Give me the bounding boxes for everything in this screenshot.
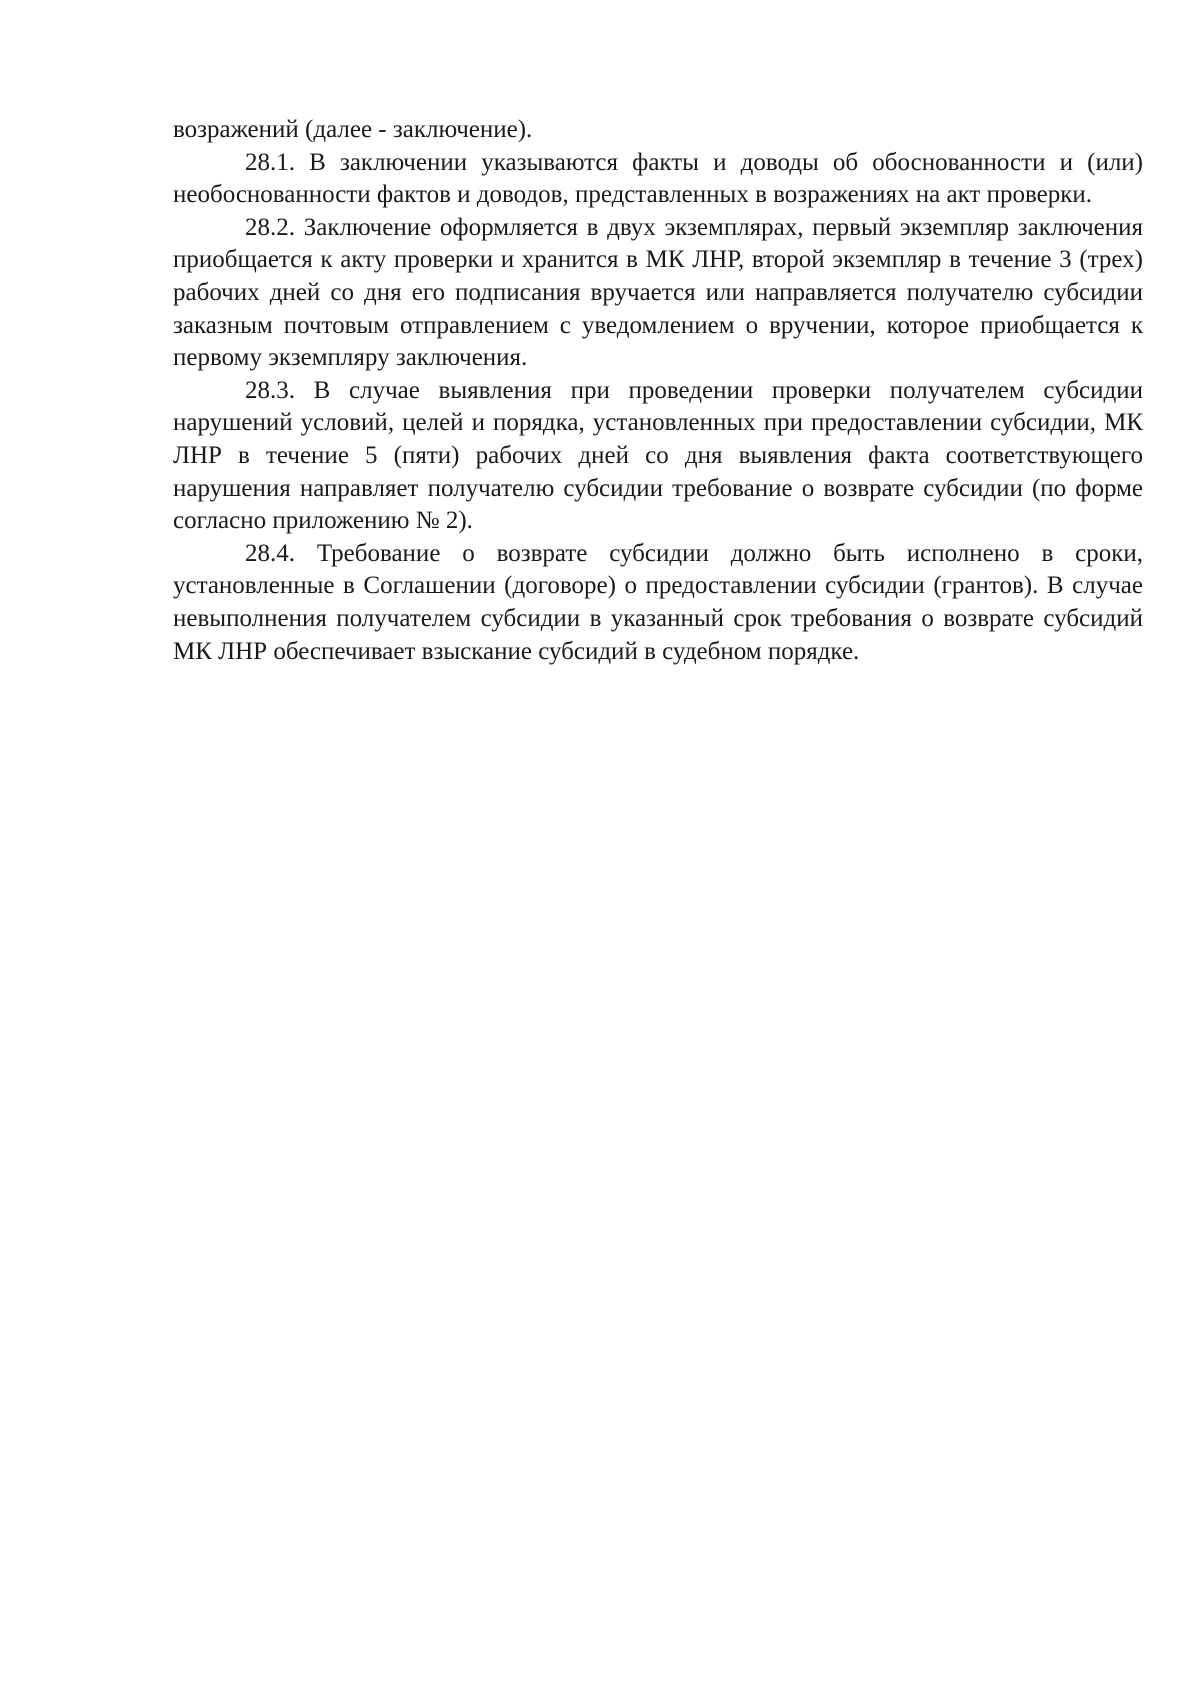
paragraph-28-2: 28.2. Заключение оформляется в двух экземплярах, первый экземпляр заключения приобщается к акту проверки и хранится в МК ЛНР, второй экземпляр в течение 3 (трех) рабочих дней со дня его подписания вручается или направляется получателю субсидии заказным почтовым отправлением с уведомлением о вручении, которое приобщается к первому экземпляру заключения. [173, 213, 1143, 372]
paragraph-28-1: 28.1. В заключении указываются факты и доводы об обоснованности и (или) необоснованности фактов и доводов, представленных в возражениях на акт проверки. [173, 148, 1143, 209]
paragraph-28-3: 28.3. В случае выявления при проведении проверки получателем субсидии нарушений условий, целей и порядка, установленных при предоставлении субсидии, МК ЛНР в течение 5 (пяти) рабочих дней со дня выявления факта соответствующего нарушения направляет получателю субсидии требование о возврате субсидии (по форме согласно приложению № 2). [173, 376, 1143, 535]
paragraph-continuation: возражений (далее - заключение). [173, 116, 533, 143]
paragraph-28-4: 28.4. Требование о возврате субсидии должно быть исполнено в сроки, установленные в Соглашении (договоре) о предоставлении субсидии (грантов). В случае невыполнения получателем субсидии в указанный срок требования о возврате субсидий МК ЛНР обеспечивает взыскание субсидий в судебном порядке. [173, 539, 1143, 665]
document-body [173, 114, 1143, 668]
